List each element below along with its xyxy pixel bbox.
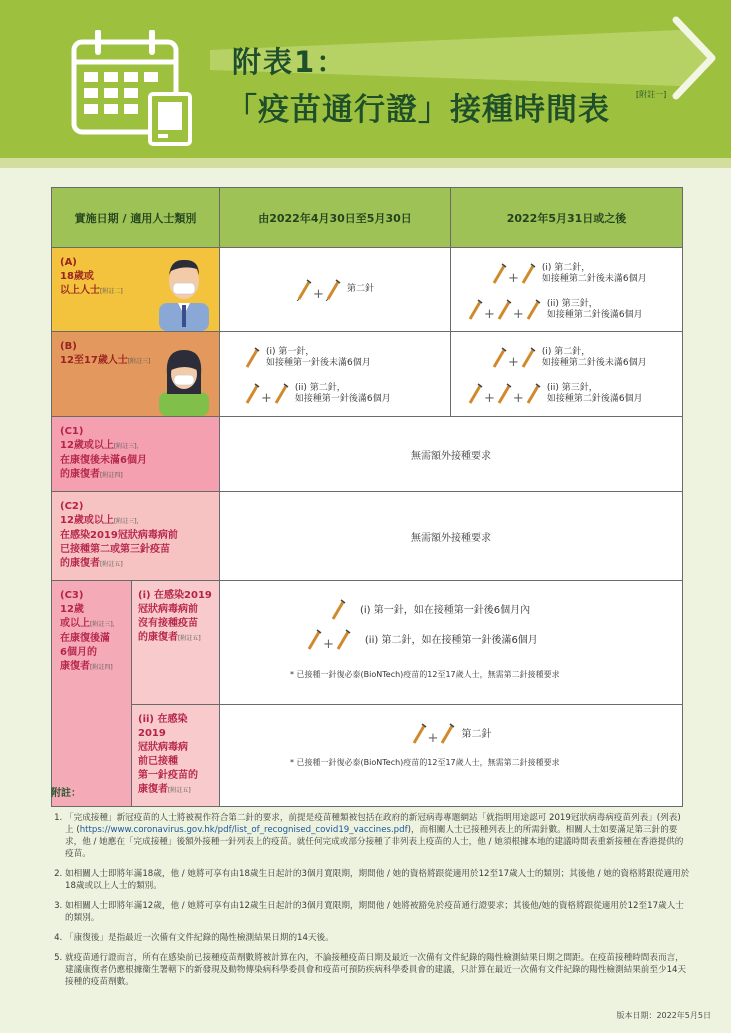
row-c2-label: 已接種第二或第三針疫苗 [60,544,170,555]
calendar-icon [70,30,200,150]
row-a-option-i-detail: 如接種第二針後未滿6個月 [541,274,647,284]
row-b-category [52,332,220,417]
row-c3-sub-i-category [132,581,220,705]
row-c1-category [52,417,220,492]
syringe-icon [330,599,346,621]
page-title-line1: 附表1： [232,45,348,79]
row-c3-sub-i-label: (i) 在感染2019 [138,590,212,601]
row-c3-code: (C3) [60,590,84,601]
row-a-category [52,248,220,332]
man-icon [153,253,215,331]
row-a-label: 18歲或 [60,271,94,282]
row-c3-sub-ii-label: 前已接種 [138,756,178,767]
row-c3-sub-i-label: 的康復者 [138,632,178,643]
footnote-ref: [附註五] [100,561,123,568]
row-c3-label: 12歲 [60,604,84,615]
syringe-icon: + [244,383,289,405]
row-c3-sub-ii-note: * 已接種一針復必泰(BioNTech)疫苗的12至17歲人士，無需第二針接種要求 [290,758,560,767]
footnote-3: 3. 如相關人士即將年滿12歲，他 / 她將可享有由12歲生日起計的3個月寬限期，期間他 / 她將被豁免於疫苗通行證要求；其後他/她的資格將跟從適用於12至17歲人士的類別。 [65,900,691,924]
vaccination-schedule-table [51,187,683,807]
footnote-ref: [附註四] [90,664,113,671]
header-period-2: 2022年5月31日或之後 [451,188,683,248]
footnote-4: 4. 「康復後」是指最近一次備有文件紀錄的陽性檢測結果日期的14天後。 [65,932,691,944]
syringe-icon: + + [467,383,541,405]
syringe-icon [244,347,260,369]
syringe-icon: + + [467,299,541,321]
row-c3-label: 6個月的 [60,647,97,658]
footnote-ref: [附註五] [168,787,191,794]
row-c2-label: 在感染2019冠狀病毒病前 [60,530,178,541]
row-c3-sub-ii-value: 第二針 [461,728,492,740]
footnote-ref: [附註四] [100,472,123,479]
row-c3-label: 康復者 [60,661,90,672]
footnote-ref: [附註三] [127,358,151,365]
row-c3-sub-ii-label: 康復者 [138,784,168,795]
header-category: 實施日期 / 適用人士類別 [52,188,220,248]
syringe-icon: + [296,279,341,301]
header-divider [0,158,731,168]
footnote-1 [65,812,691,860]
footnote-ref: [附註三]， [113,443,143,450]
row-c3-sub-i-option-i: (i) 第一針，如在接種第一針後6個月內 [360,604,531,616]
row-c1-label: 的康復者 [60,469,100,480]
row-b-p1-option-ii-detail: 如接種第一針後滿6個月 [294,394,391,404]
syringe-icon: + [306,629,351,651]
footnote-ref: [附註三]， [90,621,119,628]
footnote-ref: [附註五] [178,635,201,642]
row-b-code: (B) [60,341,77,352]
row-c3-sub-i-label: 冠狀病毒病前 [138,604,198,615]
footnotes-heading: 附註： [51,788,81,799]
row-a-period2-cell [451,248,683,332]
row-c3-label: 或以上 [60,618,90,629]
girl-icon [155,344,213,416]
row-b-p1-option-ii: (ii) 第二針， [294,383,346,393]
footnote-ref: [附註二] [100,288,123,295]
row-c2-category [52,492,220,581]
row-b-period1-cell [220,332,451,417]
row-b-p2-option-ii: (ii) 第三針， [546,383,598,393]
footnote-5: 5. 就疫苗通行證而言，所有在感染前已接種疫苗劑數將被計算在內，不論接種疫苗日期及最近一次備有文件紀錄的陽性檢測結果日期之間距。在疫苗接種時間表而言，建議康復者仍應根據衞生署轄下的新發現及動物傳染病科學委員會和疫苗可預防疾病科學委員會的建議，只計算在最近一次備有文件紀錄的陽性檢測結果前至少14天接種的疫苗劑數。 [65,952,691,988]
row-a-option-ii-detail: 如接種第二針後滿6個月 [546,310,643,320]
row-b-p1-option-i-detail: 如接種第一針後未滿6個月 [266,358,371,368]
syringe-icon: + [411,723,456,745]
row-c3-sub-i-requirement [220,581,683,705]
row-b-period2-cell [451,332,683,417]
row-a-period1-cell [220,248,451,332]
row-b-p1-option-i: (i) 第一針， [266,347,315,357]
syringe-icon: + [491,347,536,369]
row-b-label: 12至17歲人士 [60,355,128,366]
row-c2-code: (C2) [60,501,84,512]
syringe-icon: + [491,263,536,285]
footnotes-section [51,788,691,996]
row-b-p2-option-i-detail: 如接種第二針後未滿6個月 [541,358,647,368]
row-c3-sub-ii-label: 冠狀病毒病 [138,742,188,753]
row-c1-label: 12歲或以上 [60,440,114,451]
row-a-label: 以上人士 [60,285,100,296]
version-date: 版本日期：2022年5月5日 [616,1011,711,1020]
header-banner [0,0,731,158]
row-c2-requirement: 無需額外接種要求 [220,492,683,581]
title-footnote-ref: [附註一] [636,90,667,99]
footnote-1-text: 「完成接種」新冠疫苗的人士將被視作符合第二針的要求，前提是疫苗種類被包括在政府的新冠病毒專題網站「就指明用途認可 2019冠狀病毒病疫苗列表」(列表) 上 ( [65,813,681,835]
row-c3-label: 在康復後滿 [60,633,110,644]
row-c3-sub-i-label: 沒有接種疫苗 [138,618,198,629]
row-a-option-ii: (ii) 第三針， [546,299,598,309]
row-c3-sub-i-note: * 已接種一針復必泰(BioNTech)疫苗的12至17歲人士，無需第二針接種要求 [290,670,560,679]
footnote-2: 2. 如相關人士即將年滿18歲，他 / 她將可享有由18歲生日起計的3個月寬限期，期間他 / 她的資格將跟從適用於12至17歲人士的類別；其後他 / 她的資格將跟從適用於18歲或以上人士的類別。 [65,868,691,892]
row-c3-sub-ii-label: 第一針疫苗的 [138,770,198,781]
header-period-1: 由2022年4月30日至5月30日 [220,188,451,248]
row-c2-label: 12歲或以上 [60,515,114,526]
page-title-line2: 「疫苗通行證」接種時間表 [226,92,610,128]
row-b-p2-option-i: (i) 第二針， [541,347,591,357]
vaccine-list-link[interactable]: https://www.coronavirus.gov.hk/pdf/list_of_recognised_covid19_vaccines.pdf [79,825,408,835]
row-c3-sub-ii-label: (ii) 在感染2019 [138,714,188,739]
footnote-ref: [附註三]， [113,518,143,525]
row-c1-requirement: 無需額外接種要求 [220,417,683,492]
row-c2-label: 的康復者 [60,558,100,569]
row-a-period1-value: 第二針 [346,284,374,294]
row-b-p2-option-ii-detail: 如接種第二針後滿6個月 [546,394,643,404]
footnote-1-text: )，而相關人士已接種列表上的所需針數。相關人士如要滿足第三針的要求，他 / 她應在「完成接種」後額外接種一針列表上的疫苗。就任何完成或部分接種了非列表上疫苗的人士，他 / 她須根據本地的建議時間表重新接種在香港提供的疫苗。 [65,825,684,859]
row-c3-category [52,581,132,807]
row-c1-label: 在康復後未滿6個月 [60,455,147,466]
row-a-option-i: (i) 第二針， [541,263,591,273]
row-a-code: (A) [60,257,77,268]
row-c3-sub-i-option-ii: (ii) 第二針，如在接種第一針後滿6個月 [364,634,538,646]
row-c1-code: (C1) [60,426,84,437]
